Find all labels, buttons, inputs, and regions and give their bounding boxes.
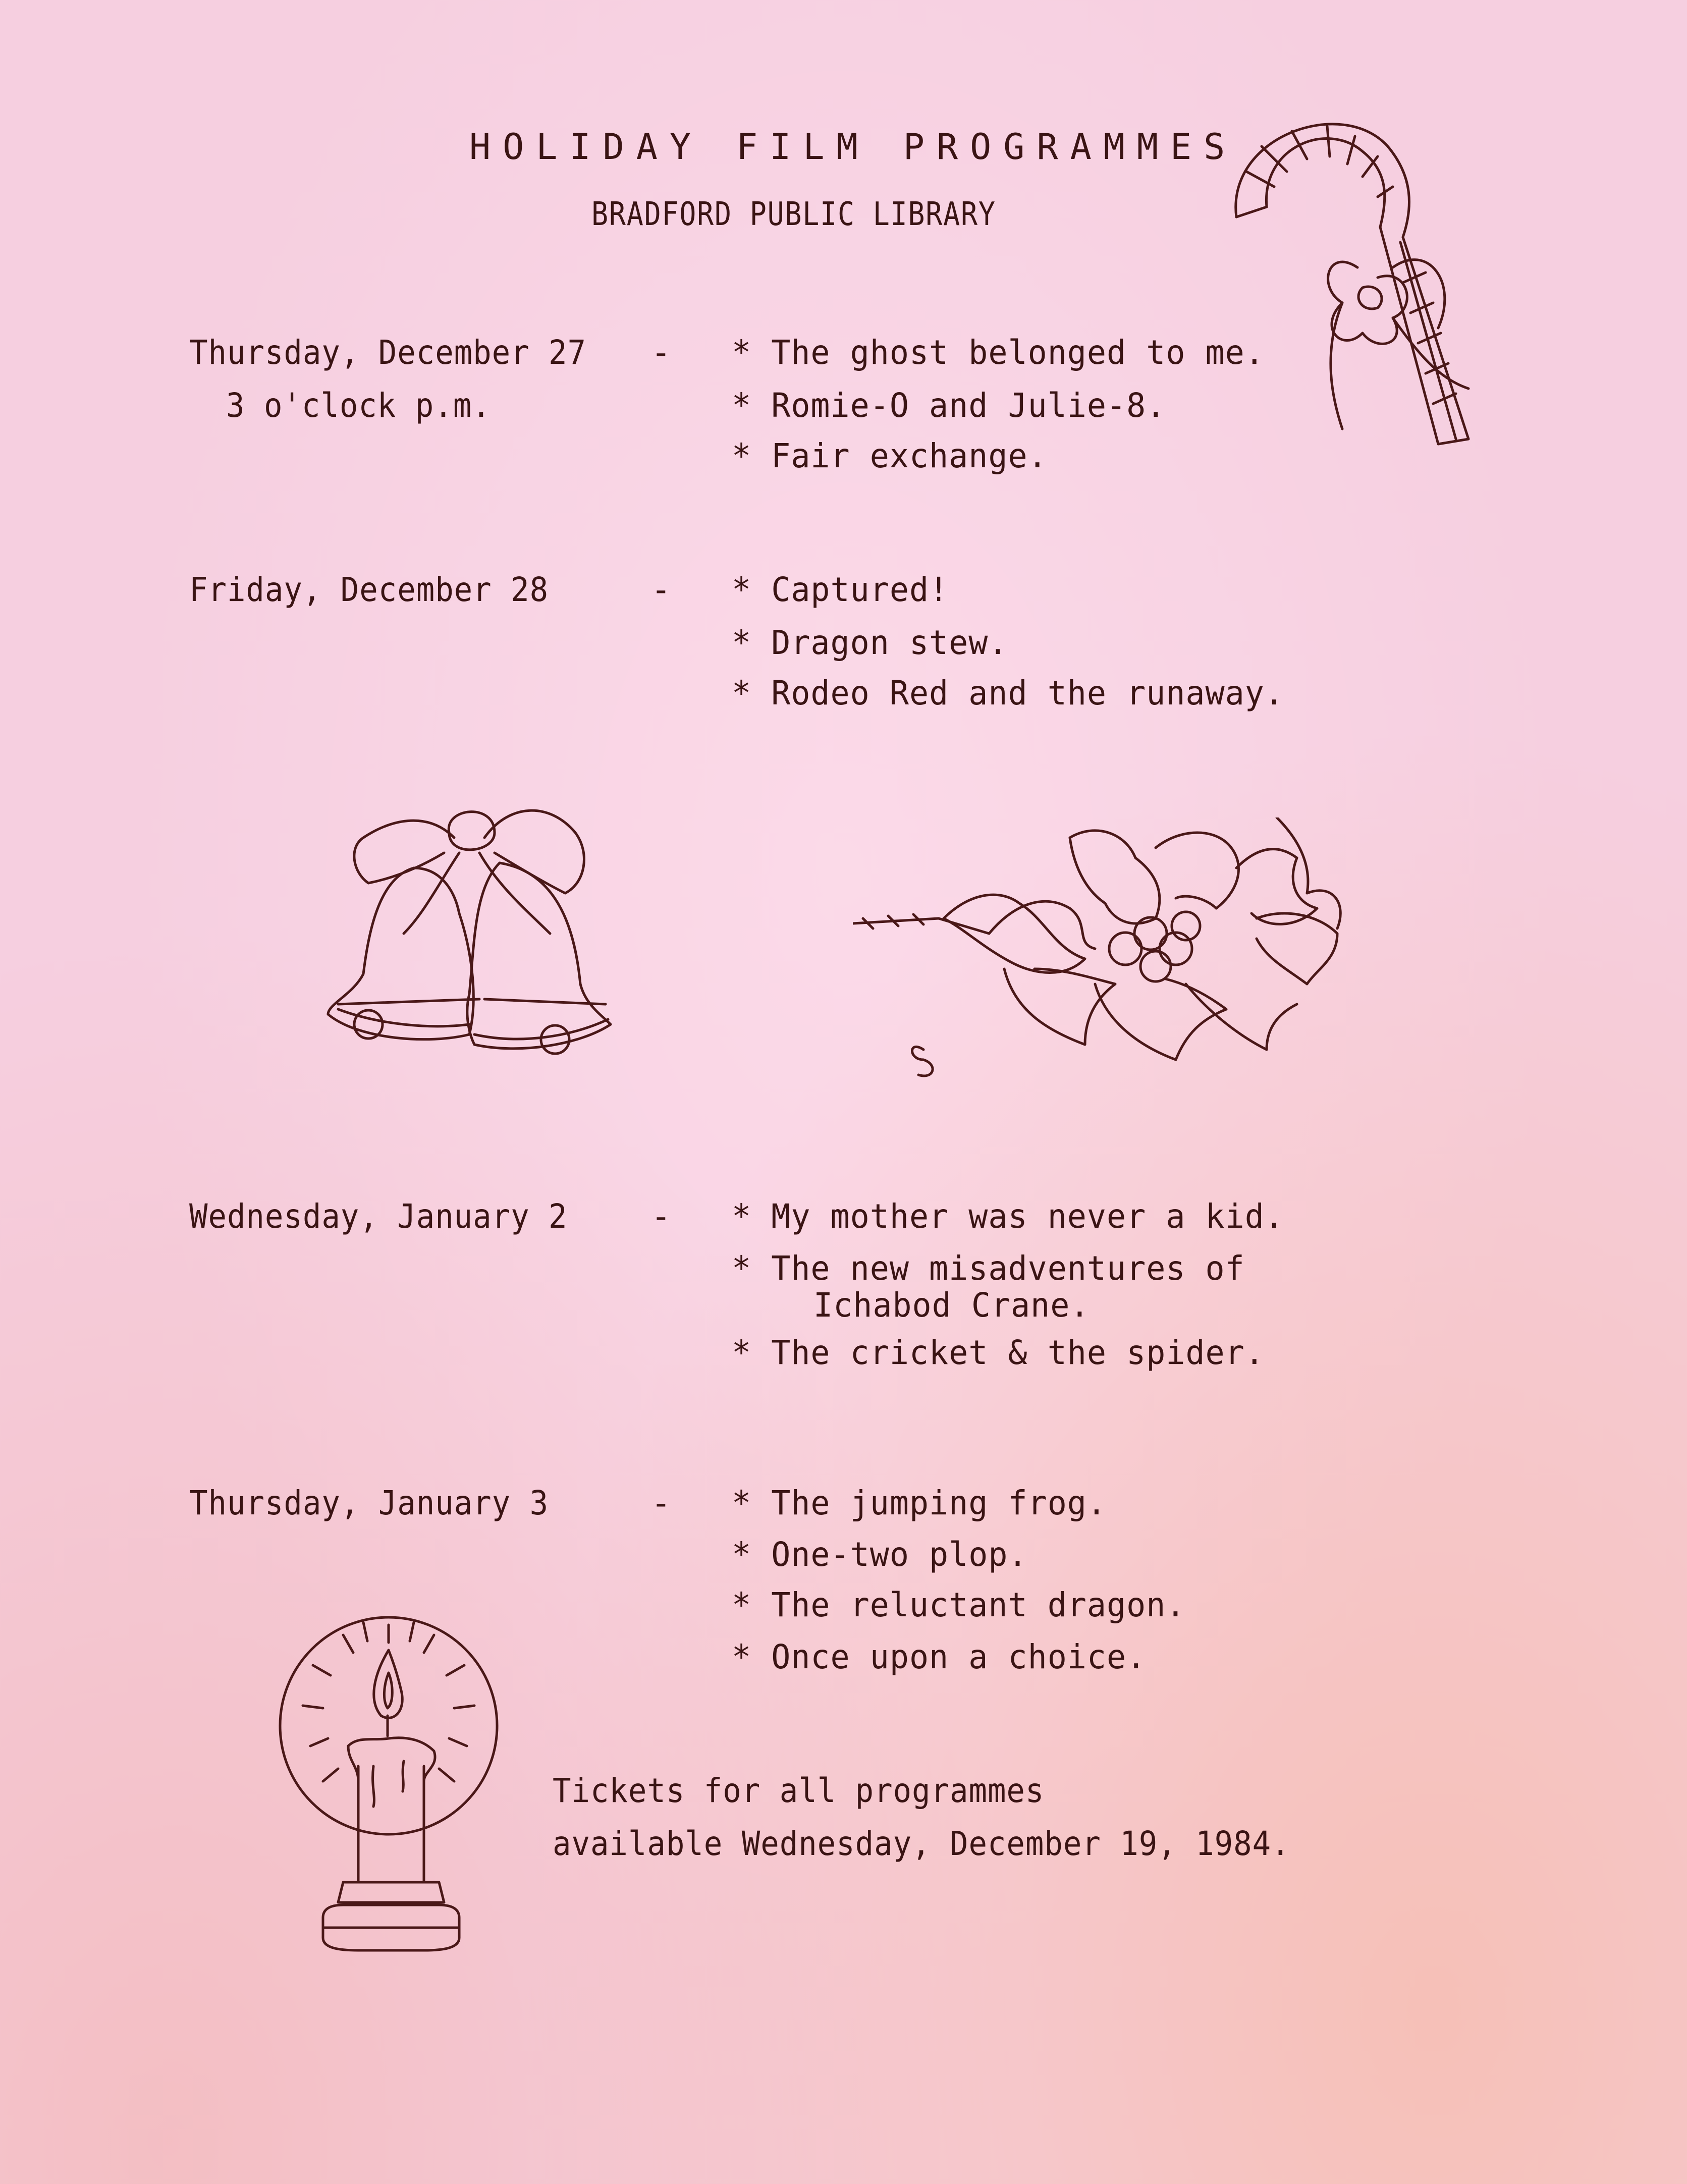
film-title: * Once upon a choice. (732, 1637, 1147, 1676)
programme-dash: - (651, 333, 672, 372)
film-title-continuation: Ichabod Crane. (813, 1286, 1090, 1325)
film-title: * Rodeo Red and the runaway. (732, 674, 1284, 713)
programme-date: Thursday, January 3 (189, 1484, 549, 1522)
film-title: * The reluctant dragon. (732, 1586, 1186, 1624)
film-title: * The cricket & the spider. (732, 1333, 1265, 1372)
programme-date: Wednesday, January 2 (189, 1197, 568, 1236)
programme-date: Friday, December 28 (189, 570, 549, 609)
programme-date: Thursday, December 27 (189, 333, 587, 372)
programme-time: 3 o'clock p.m. (226, 386, 491, 425)
holly-icon (853, 817, 1388, 1080)
candy-cane-icon (1226, 116, 1479, 459)
programme-dash: - (651, 570, 672, 609)
film-title: * Romie-O and Julie-8. (732, 386, 1166, 425)
tickets-line-1: Tickets for all programmes (553, 1771, 1045, 1810)
film-title: * Fair exchange. (732, 436, 1048, 475)
page-subtitle: BRADFORD PUBLIC LIBRARY (591, 196, 996, 233)
candle-icon (273, 1615, 505, 1978)
film-title: * My mother was never a kid. (732, 1197, 1284, 1236)
bells-icon (318, 782, 621, 1075)
film-title: * One-two plop. (732, 1535, 1028, 1574)
film-title: * The ghost belonged to me. (732, 333, 1265, 372)
programme-dash: - (651, 1484, 672, 1522)
film-title: * Dragon stew. (732, 623, 1008, 662)
tickets-line-2: available Wednesday, December 19, 1984. (553, 1824, 1290, 1863)
film-title: * The jumping frog. (732, 1484, 1107, 1522)
film-title: * The new misadventures of (732, 1249, 1245, 1288)
programme-dash: - (651, 1197, 672, 1236)
film-title: * Captured! (732, 570, 949, 609)
page-title: HOLIDAY FILM PROGRAMMES (469, 126, 1237, 168)
